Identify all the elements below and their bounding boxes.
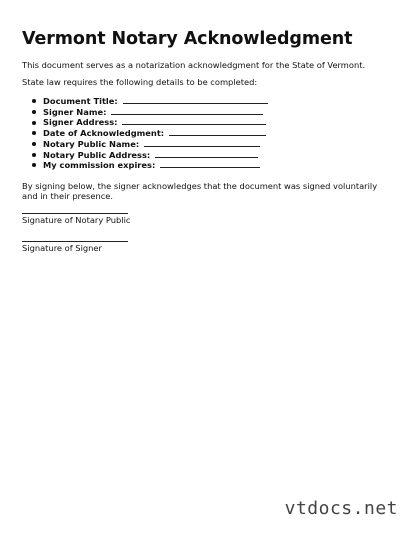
field-commission-expires [32,160,392,171]
site-watermark: vtdocs.net [284,498,398,519]
signer-signature-block [22,241,392,253]
bullet-icon [32,131,36,135]
field-date-of-acknowledgment [32,128,392,139]
field-label: Document Title: [43,96,118,106]
field-notary-public-name [32,139,392,150]
commission-expires-blank[interactable] [160,160,260,168]
notary-public-address-blank[interactable] [155,150,258,158]
notary-signature-line[interactable] [22,213,128,214]
signer-name-blank[interactable] [111,107,263,115]
field-label: My commission expires: [43,160,156,171]
required-fields-list [22,96,392,171]
document-page [22,28,392,253]
bullet-icon [32,121,36,125]
field-label: Date of Acknowledgment: [43,128,165,139]
bullet-icon [32,163,36,167]
bullet-icon [32,153,36,157]
document-title-blank[interactable] [123,96,268,104]
closing-paragraph: By signing below, the signer acknowledges that the document was signed voluntarily and in their presence. [22,180,378,201]
bullet-icon [32,110,36,114]
bullet-icon [32,99,36,103]
field-label: Signer Name: [43,106,107,117]
date-of-acknowledgment-blank[interactable] [169,128,266,136]
signer-signature-label: Signature of Signer [22,242,102,253]
document-title: Vermont Notary Acknowledgment [22,29,353,49]
notary-signature-block [22,213,392,225]
field-signer-address [32,117,392,128]
signer-signature-line[interactable] [22,241,128,242]
field-document-title [32,96,392,107]
field-label: Notary Public Name: [43,138,140,149]
field-label: Notary Public Address: [43,149,151,160]
notary-signature-label: Signature of Notary Public [22,214,131,225]
field-signer-name [32,107,392,118]
intro-paragraph: This document serves as a notarization acknowledgment for the State of Vermont. [22,60,366,70]
field-notary-public-address [32,150,392,161]
bullet-icon [32,142,36,146]
requirement-paragraph: State law requires the following details to be completed: [22,77,258,87]
field-label: Signer Address: [43,117,118,128]
signer-address-blank[interactable] [122,117,266,125]
notary-public-name-blank[interactable] [144,139,260,147]
